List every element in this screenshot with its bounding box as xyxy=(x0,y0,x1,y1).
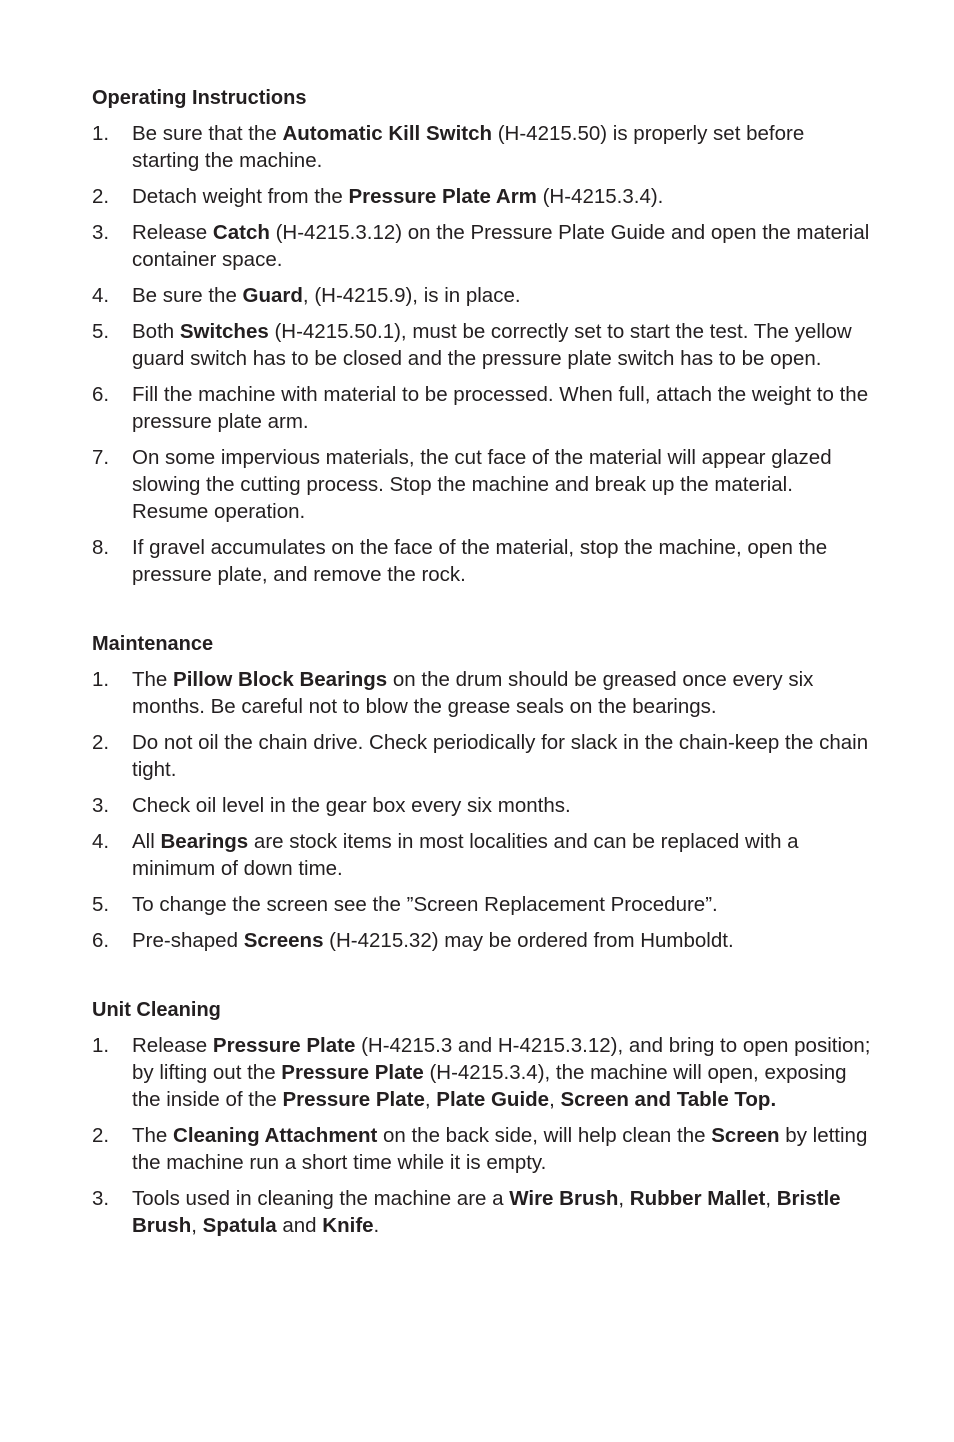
bold-term: Pressure Plate xyxy=(281,1061,424,1084)
list-item-text: On some impervious materials, the cut face of the material will appear glazed slowing the cutting process. Stop the machine and break up the material. Resume operation. xyxy=(132,446,832,523)
list-item-text: The Pillow Block Bearings on the drum should be greased once every six months. Be careful not to blow the grease seals on the bearings. xyxy=(132,668,814,718)
bold-term: Bristle Brush xyxy=(132,1187,841,1237)
list-item-text: Release Pressure Plate (H-4215.3 and H-4215.3.12), and bring to open position; by lifting out the Pressure Plate (H-4215.3.4), the machine will open, exposing the inside of the Pressure Plate, Plate Guide, Screen and Table Top. xyxy=(132,1034,871,1111)
section-title: Maintenance xyxy=(92,633,214,655)
list-item-text: Both Switches (H-4215.50.1), must be correctly set to start the test. The yellow guard switch has to be closed and the pressure plate switch has to be open. xyxy=(132,320,852,370)
list-item-text: Fill the machine with material to be processed. When full, attach the weight to the pressure plate arm. xyxy=(132,383,869,433)
list-number: 1. xyxy=(92,1034,110,1057)
bold-term: Bearings xyxy=(160,830,249,853)
cleaning-list xyxy=(92,1032,872,1239)
section-operating-instructions xyxy=(92,84,872,588)
list-item xyxy=(92,381,872,435)
list-item-text: Check oil level in the gear box every six months. xyxy=(132,794,571,817)
bold-term: Plate Guide xyxy=(436,1088,550,1111)
bold-term: Pressure Plate xyxy=(282,1088,425,1111)
list-item-text: All Bearings are stock items in most localities and can be replaced with a minimum of down time. xyxy=(132,830,799,880)
list-number: 2. xyxy=(92,1124,110,1147)
bold-term: Rubber Mallet xyxy=(629,1187,766,1210)
list-number: 6. xyxy=(92,383,110,406)
section-title: Unit Cleaning xyxy=(92,999,221,1021)
list-item xyxy=(92,318,872,372)
section-title: Operating Instructions xyxy=(92,87,307,109)
list-item xyxy=(92,666,872,720)
list-item xyxy=(92,183,872,210)
list-number: 2. xyxy=(92,185,110,208)
list-item-text: To change the screen see the ”Screen Replacement Procedure”. xyxy=(132,893,718,916)
list-item-text: Be sure that the Automatic Kill Switch (H-4215.50) is properly set before starting the machine. xyxy=(132,122,805,172)
list-item-text: Be sure the Guard, (H-4215.9), is in place. xyxy=(132,284,521,307)
bold-term: Guard xyxy=(242,284,303,307)
list-number: 5. xyxy=(92,893,110,916)
list-number: 7. xyxy=(92,446,110,469)
list-item xyxy=(92,729,872,783)
list-number: 8. xyxy=(92,536,110,559)
list-number: 2. xyxy=(92,731,110,754)
list-number: 4. xyxy=(92,830,110,853)
list-item xyxy=(92,828,872,882)
list-item xyxy=(92,792,872,819)
list-item xyxy=(92,1032,872,1113)
list-item xyxy=(92,1185,872,1239)
bold-term: Wire Brush xyxy=(509,1187,619,1210)
list-item xyxy=(92,444,872,525)
list-number: 3. xyxy=(92,221,110,244)
list-item-text: The Cleaning Attachment on the back side, will help clean the Screen by letting the machine run a short time while it is empty. xyxy=(132,1124,868,1174)
list-number: 6. xyxy=(92,929,110,952)
list-item xyxy=(92,1122,872,1176)
list-item-text: Do not oil the chain drive. Check periodically for slack in the chain-keep the chain tight. xyxy=(132,731,869,781)
bold-term: Cleaning Attachment xyxy=(173,1124,378,1147)
bold-term: Knife xyxy=(322,1214,374,1237)
list-item-text: If gravel accumulates on the face of the material, stop the machine, open the pressure plate, and remove the rock. xyxy=(132,536,828,586)
bold-term: Screen xyxy=(711,1124,780,1147)
list-number: 3. xyxy=(92,1187,110,1210)
bold-term: Switches xyxy=(179,320,269,343)
list-item-text: Tools used in cleaning the machine are a Wire Brush, Rubber Mallet, Bristle Brush, Spatula and Knife. xyxy=(132,1187,841,1237)
list-item-text: Pre-shaped Screens (H-4215.32) may be ordered from Humboldt. xyxy=(132,929,734,952)
list-number: 4. xyxy=(92,284,110,307)
bold-term: Pressure Plate Arm xyxy=(348,185,537,208)
list-item xyxy=(92,282,872,309)
list-item xyxy=(92,891,872,918)
list-item xyxy=(92,927,872,954)
list-number: 1. xyxy=(92,668,110,691)
bold-term: Automatic Kill Switch xyxy=(282,122,493,145)
document-page xyxy=(92,84,872,1281)
instruction-list xyxy=(92,120,872,588)
list-item xyxy=(92,219,872,273)
list-number: 3. xyxy=(92,794,110,817)
list-number: 5. xyxy=(92,320,110,343)
list-item xyxy=(92,120,872,174)
list-number: 1. xyxy=(92,122,110,145)
bold-term: Catch xyxy=(212,221,270,244)
bold-term: Screens xyxy=(243,929,324,952)
bold-term: Pressure Plate xyxy=(212,1034,356,1057)
bold-term: Screen and Table Top. xyxy=(560,1088,777,1111)
list-item-text: Detach weight from the Pressure Plate Arm (H-4215.3.4). xyxy=(132,185,664,208)
bold-term: Pillow Block Bearings xyxy=(173,668,388,691)
list-item xyxy=(92,534,872,588)
maintenance-list xyxy=(92,666,872,954)
bold-term: Spatula xyxy=(202,1214,277,1237)
section-maintenance xyxy=(92,630,872,954)
section-unit-cleaning xyxy=(92,996,872,1239)
list-item-text: Release Catch (H-4215.3.12) on the Pressure Plate Guide and open the material container space. xyxy=(132,221,870,271)
